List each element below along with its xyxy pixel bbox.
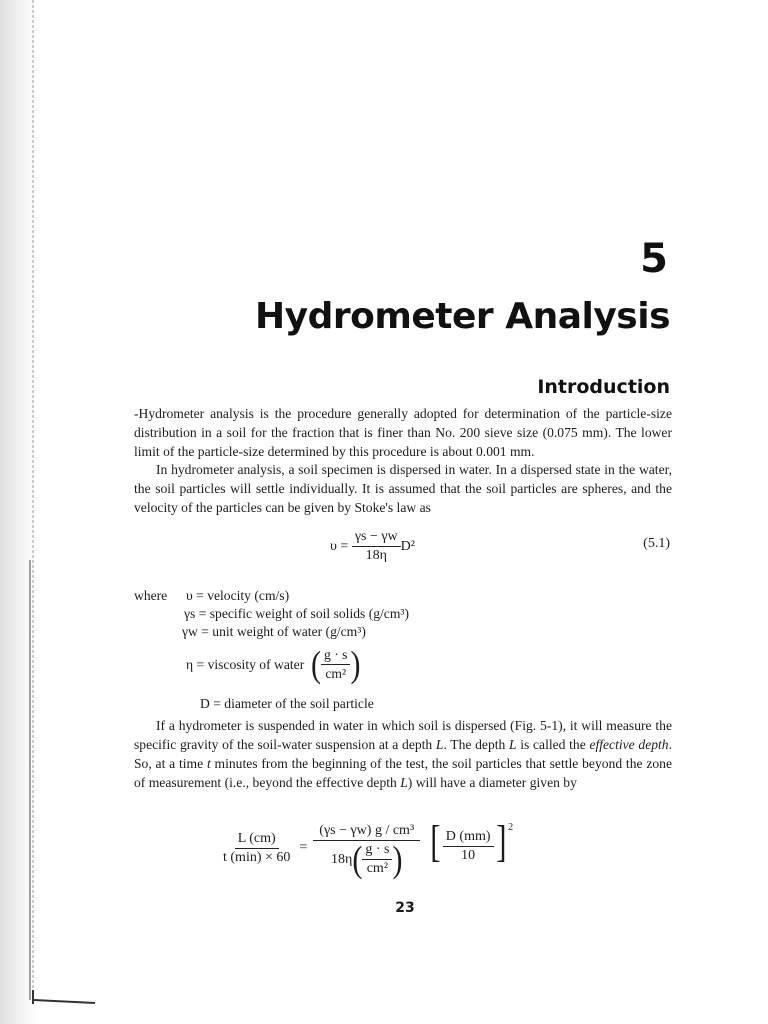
section-heading: Introduction bbox=[537, 376, 670, 398]
eq2-lhs-fraction bbox=[220, 830, 293, 867]
p3-text-d: . So, at a time bbox=[134, 737, 673, 771]
p3-text-c: is called the bbox=[516, 737, 590, 752]
eq2-lhs-num: L (cm) bbox=[235, 830, 279, 849]
p3-var-L3: L bbox=[400, 775, 408, 790]
eq2-equals: = bbox=[299, 840, 308, 855]
viscosity-unit-num: g · s bbox=[321, 646, 350, 665]
eq2-right-bracket: ] bbox=[495, 817, 506, 866]
p3-text-f: ) will have a diameter given by bbox=[407, 775, 577, 790]
eq2-unit-den: cm² bbox=[366, 861, 389, 876]
p3-text-e: minutes from the beginning of the test, the soil particles that settle beyond the zone of measurement (i.e., beyond the effective depth bbox=[134, 756, 672, 790]
left-paren: ( bbox=[311, 643, 322, 685]
definition-viscosity-text: η = viscosity of water bbox=[186, 656, 305, 672]
eq2-unit-num: g · s bbox=[362, 841, 392, 860]
viscosity-unit-fraction bbox=[321, 646, 350, 683]
definition-diameter: D = diameter of the soil particle bbox=[200, 696, 374, 711]
eq1-factor: D² bbox=[400, 538, 415, 554]
eq2-left-paren: ( bbox=[352, 838, 363, 880]
eq2-lhs-den: t (min) × 60 bbox=[223, 850, 291, 865]
eq2-right-fraction bbox=[443, 828, 494, 865]
definition-gamma-s: γs = specific weight of soil solids (g/cm³) bbox=[184, 606, 410, 621]
p3-text-b: . The depth bbox=[443, 737, 510, 752]
eq2-mid-num: (γs − γw) g / cm³ bbox=[313, 822, 420, 841]
equation-diameter bbox=[220, 817, 514, 880]
eq2-exponent: 2 bbox=[508, 822, 514, 833]
eq2-mid-den bbox=[328, 838, 405, 880]
right-paren: ) bbox=[350, 643, 361, 685]
p3-var-t: t bbox=[206, 756, 211, 771]
p3-text-a: If a hydrometer is suspended in water in which soil is dispersed (Fig. 5-1), it will measure the specific gravity of the soil-water suspension at a depth bbox=[134, 718, 672, 752]
eq2-unit-fraction bbox=[362, 841, 392, 878]
eq2-mid-fraction bbox=[313, 822, 420, 878]
definitions-where: where bbox=[134, 588, 168, 603]
p3-var-L2: L bbox=[509, 737, 517, 752]
definition-velocity: υ = velocity (cm/s) bbox=[186, 588, 290, 603]
eq2-right-group bbox=[428, 817, 514, 866]
paragraph-effective-depth bbox=[134, 716, 672, 792]
eq1-denominator: 18η bbox=[365, 548, 387, 563]
eq2-right-num: D (mm) bbox=[443, 828, 494, 847]
eq2-right-paren: ) bbox=[392, 838, 403, 880]
eq2-right-den: 10 bbox=[461, 848, 476, 863]
paragraph-stokes: In hydrometer analysis, a soil specimen is dispersed in water. In a dispersed state in the water, the soil particles will settle individually. It is assumed that the soil particles are spheres, and the velocity of the particles can be given by Stoke's law as bbox=[134, 462, 672, 515]
viscosity-unit-den: cm² bbox=[325, 666, 347, 681]
equation-stokes-law bbox=[330, 528, 415, 565]
eq1-numerator: γs − γw bbox=[352, 528, 401, 547]
chapter-number: 5 bbox=[640, 236, 668, 282]
p3-var-L: L bbox=[435, 737, 444, 752]
definition-gamma-w: γw = unit weight of water (g/cm³) bbox=[182, 624, 366, 639]
paragraph-intro: -Hydrometer analysis is the procedure generally adopted for determination of the particle-size distribution in a soil for the fraction that is finer than No. 200 sieve size (0.075 mm). The lower limit of the particle-size determined by this procedure is about 0.001 mm. bbox=[134, 406, 672, 459]
eq1-fraction bbox=[352, 528, 401, 565]
eq2-mid-den-coef: 18η bbox=[330, 851, 353, 867]
eq2-left-bracket: [ bbox=[430, 817, 441, 866]
eq1-lhs: υ = bbox=[330, 538, 349, 554]
equation-number: (5.1) bbox=[643, 536, 670, 551]
definition-viscosity bbox=[186, 643, 361, 685]
page-number: 23 bbox=[395, 900, 415, 916]
p3-effective-depth: effective depth bbox=[589, 737, 669, 752]
chapter-title: Hydrometer Analysis bbox=[255, 296, 670, 337]
